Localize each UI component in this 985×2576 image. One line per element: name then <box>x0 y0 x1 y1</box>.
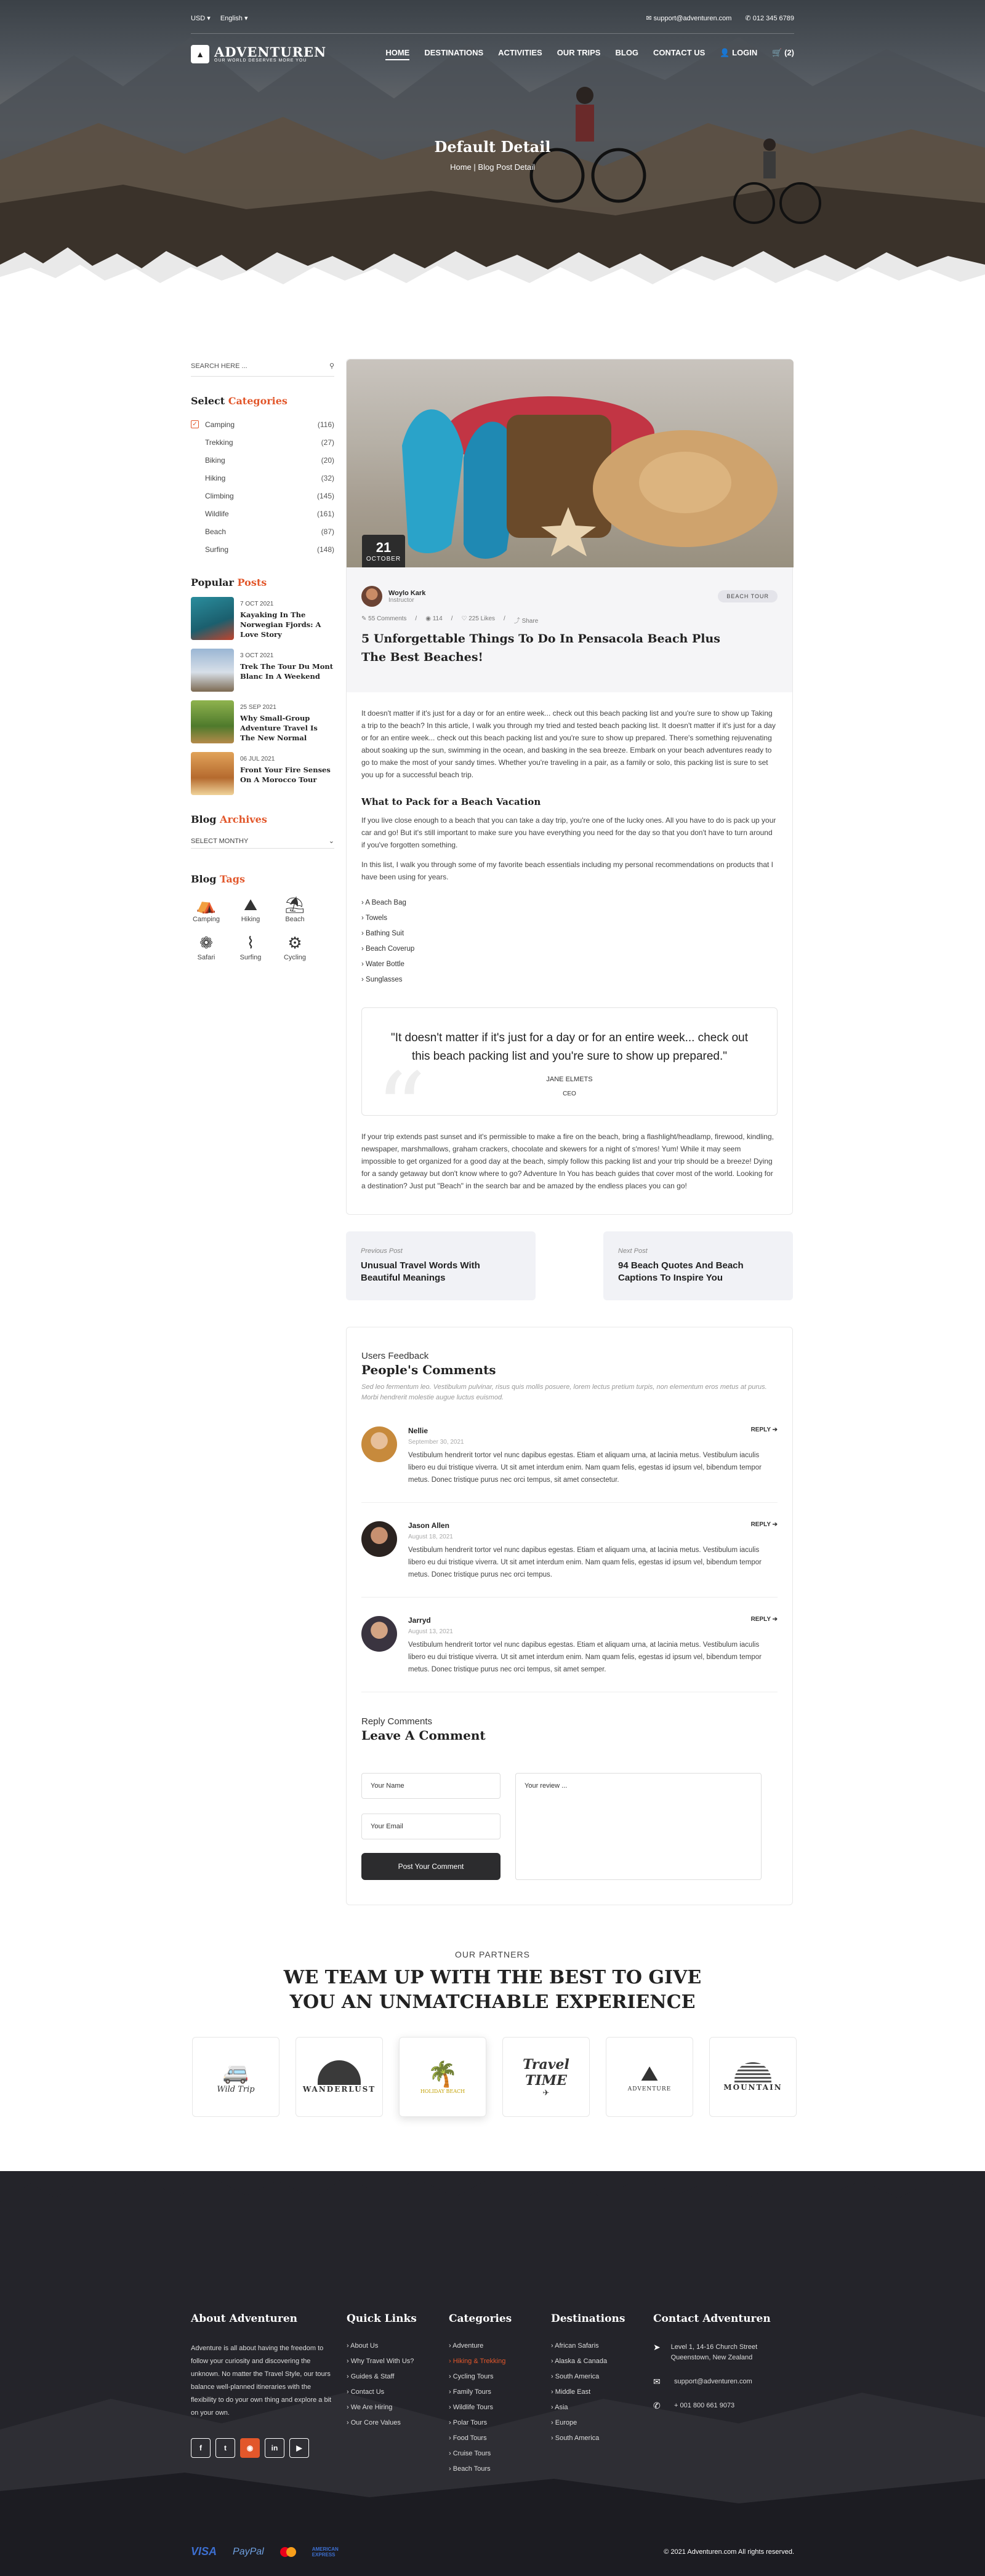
checkbox[interactable] <box>191 474 199 482</box>
partner-logo[interactable]: Travel TIME ✈ <box>502 2037 590 2117</box>
comment-icon: ✎ <box>361 615 367 622</box>
main-navigation <box>191 42 794 66</box>
list-item: › Water Bottle <box>361 958 778 974</box>
logo-tagline: OUR WORLD DESERVES MORE YOU <box>214 58 307 63</box>
paragraph: In this list, I walk you through some of my favorite beach essentials including my personal recommendations on products that I have been using for years. <box>361 860 773 881</box>
comments-section <box>346 1327 793 1905</box>
partner-logo[interactable]: MOUNTAIN <box>709 2037 797 2117</box>
checkbox-checked-icon[interactable]: ✓ <box>191 420 199 428</box>
partners-title: WE TEAM UP WITH THE BEST TO GIVE YOU AN UNMATCHABLE EXPERIENCE <box>283 1967 702 2013</box>
contact-email[interactable]: ✉ support@adventuren.com <box>653 2377 752 2386</box>
tag-safari[interactable]: ❁ Safari <box>191 932 222 961</box>
quote-author: JANE ELMETS <box>546 1076 593 1083</box>
quote-mark-icon: “ <box>376 1051 426 1116</box>
footer-link[interactable]: › Polar Tours <box>449 2419 512 2434</box>
top-bar <box>191 11 794 25</box>
search-input[interactable] <box>191 356 334 377</box>
email-link[interactable]: ✉ support@adventuren.com <box>646 14 732 22</box>
forest-icon <box>318 2060 361 2085</box>
breadcrumb-home[interactable]: Home <box>450 162 472 172</box>
tag-hiking[interactable]: ⛰ Hiking <box>235 894 266 923</box>
views-count: ◉ 114 <box>425 615 443 622</box>
comment-author: Jarryd <box>408 1616 431 1625</box>
comment-author: Jason Allen <box>408 1521 449 1530</box>
bicycle-icon: ⚙ <box>287 934 302 952</box>
nav-activities[interactable]: ACTIVITIES <box>498 48 542 57</box>
mountain-icon: ⛰ <box>244 895 257 914</box>
category-surfing[interactable]: Surfing (148) <box>191 540 334 558</box>
contact-address: ➤ Level 1, 14-16 Church Street Queenstown, New Zealand <box>653 2342 795 2363</box>
category-climbing[interactable]: Climbing (145) <box>191 487 334 505</box>
footer-link[interactable]: › South America <box>551 2434 625 2450</box>
payment-methods <box>191 2545 349 2558</box>
comments-count[interactable]: ✎ 55 Comments <box>361 615 407 622</box>
contact-phone[interactable]: ✆ + 001 800 661 9073 <box>653 2401 735 2410</box>
archives-select[interactable]: SELECT MONTHY ⌄ <box>191 834 334 849</box>
comment-text: Vestibulum hendrerit tortor vel nunc dapibus egestas. Etiam et aliquam urna, at lacinia metus. Vestibulum iaculis libero eu dui tristique viverra. Ut sit amet interdum enim. Nam quam felis, egestas id ipsum vel, bibendum tempor metus. Donec tristique purus nec orci tempus, sit amet semper. <box>408 1641 762 1673</box>
post-thumbnail[interactable] <box>191 752 234 795</box>
copyright: © 2021 Adventuren.com All rights reserved. <box>664 2548 794 2556</box>
nav-home[interactable]: HOME <box>385 48 409 60</box>
footer-link[interactable]: › Cruise Tours <box>449 2450 512 2465</box>
phone-icon: ✆ <box>745 14 751 22</box>
checkbox[interactable] <box>191 545 199 553</box>
article-title: 5 Unforgettable Things To Do In Pensacola Beach Plus The Best Beaches! <box>361 632 720 664</box>
breadcrumb <box>0 162 985 172</box>
avatar <box>361 1616 397 1652</box>
footer-link[interactable]: › Food Tours <box>449 2434 512 2450</box>
popular-post[interactable]: 7 OCT 2021 Kayaking In The Norwegian Fjords: A Love Story <box>191 597 334 649</box>
sidebar <box>191 356 334 961</box>
search-icon[interactable]: ⚲ <box>329 362 334 370</box>
article-card <box>346 359 793 1215</box>
avatar[interactable] <box>361 586 382 607</box>
review-textarea[interactable]: Your review ... <box>515 1773 762 1880</box>
location-arrow-icon: ➤ <box>653 2342 661 2352</box>
category-beach[interactable]: Beach (87) <box>191 522 334 540</box>
partners-section <box>0 1950 985 2098</box>
name-field[interactable]: Your Name <box>361 1773 501 1799</box>
comment <box>361 1598 778 1692</box>
comment-text: Vestibulum hendrerit tortor vel nunc dapibus egestas. Etiam et aliquam urna, at lacinia metus. Vestibulum iaculis libero eu dui tristique viverra. Ut sit amet interdum enim. Nam quam felis, egestas id ipsum vel, bibendum tempor metus. Donec tristique purus nec orci tempus. <box>408 1546 762 1578</box>
list-item: › Towels <box>361 912 778 927</box>
post-thumbnail[interactable] <box>191 649 234 692</box>
form-title: Leave A Comment <box>361 1728 486 1743</box>
reply-button[interactable]: REPLY ➔ <box>750 1616 778 1623</box>
footer-contact-title: Contact Adventuren <box>653 2313 771 2325</box>
popular-post[interactable]: 06 JUL 2021 Front Your Fire Senses On A Morocco Tour <box>191 752 334 804</box>
share-button[interactable]: ⤴ Share <box>513 618 539 625</box>
checkbox[interactable] <box>191 492 199 500</box>
partner-logo[interactable]: ⛰ ADVENTURE <box>606 2037 693 2117</box>
popular-posts-title: Popular Posts <box>191 577 267 588</box>
comment-date: September 30, 2021 <box>408 1439 464 1446</box>
user-icon: 👤 <box>720 48 730 57</box>
footer-link[interactable]: › Europe <box>551 2419 625 2434</box>
visa-logo: VISA <box>191 2545 217 2558</box>
comment-date: August 18, 2021 <box>408 1534 453 1540</box>
footer-torn-divider <box>0 2159 985 2226</box>
article-author <box>361 586 778 607</box>
partner-logos <box>192 2037 797 2117</box>
nav-destinations[interactable]: DESTINATIONS <box>424 48 484 57</box>
footer-link[interactable]: › African Safaris <box>551 2342 625 2358</box>
form-overtitle: Reply Comments <box>361 1716 433 1727</box>
camper-van-icon: 🚐 <box>222 2060 249 2085</box>
tent-icon: ⛺ <box>196 895 217 914</box>
footer-link[interactable]: › Wildlife Tours <box>449 2404 512 2419</box>
footer-about-title: About Adventuren <box>191 2313 298 2325</box>
breadcrumb-separator: | <box>473 162 476 172</box>
category-badge[interactable]: BEACH TOUR <box>718 590 778 602</box>
likes-count[interactable]: ♡ 225 Likes <box>461 615 496 622</box>
footer-link[interactable]: › South America <box>551 2373 625 2388</box>
partner-logo[interactable]: 🚐 Wild Trip <box>192 2037 279 2117</box>
comments-description: Sed leo fermentum leo. Vestibulum pulvinar, risus quis mollis posuere, lorem lectus pretium turpis, non elementum eros metus at purus. Morbi hendrerit molestie augue luctus euismod. <box>361 1383 767 1401</box>
email-field[interactable]: Your Email <box>361 1814 501 1839</box>
quote-role: CEO <box>563 1090 576 1097</box>
footer-contact <box>653 2313 795 2425</box>
footer-quick-title: Quick Links <box>347 2313 417 2325</box>
mastercard-logo <box>280 2547 296 2557</box>
comment-date: August 13, 2021 <box>408 1628 453 1635</box>
footer-categories <box>449 2313 512 2481</box>
footer-link[interactable]: › Why Travel With Us? <box>347 2358 417 2373</box>
about-text: Adventure is all about having the freedom to follow your curiosity and discovering the unknown. No matter the Travel Style, our tours balance well-planned itineraries with the flexibility to do your own thing and explore a bit on your own. <box>191 2345 332 2417</box>
share-icon: ⤴ <box>513 618 520 625</box>
nav-blog[interactable]: BLOG <box>615 48 639 57</box>
currency-select[interactable]: USD ▾ <box>191 14 211 22</box>
footer-link[interactable]: › Alaska & Canada <box>551 2358 625 2373</box>
packing-list <box>361 897 778 989</box>
category-trekking[interactable]: Trekking (27) <box>191 433 334 451</box>
footer <box>0 2171 985 2576</box>
main-content <box>346 359 793 1871</box>
comment <box>361 1408 778 1503</box>
article-meta: ✎ 55 Comments / ◉ 114 / ♡ 225 Likes / ⤴ Share <box>361 615 539 625</box>
checkbox[interactable] <box>191 438 199 446</box>
amex-logo: AMERICAN EXPRESS <box>312 2546 339 2558</box>
rss-icon[interactable]: ◉ <box>240 2438 260 2458</box>
popular-post[interactable]: 25 SEP 2021 Why Small-Group Adventure Travel Is The New Normal <box>191 700 334 752</box>
comment-text: Vestibulum hendrerit tortor vel nunc dapibus egestas. Etiam et aliquam urna, at lacinia metus. Vestibulum iaculis libero eu dui tristique viverra. Ut sit amet interdum enim. Nam quam felis, egestas id ipsum vel, bibendum tempor metus. Donec tristique purus nec orci tempus, sit amet consectetur. <box>408 1452 762 1484</box>
footer-link[interactable]: › Adventure <box>449 2342 512 2358</box>
prev-label: Previous Post <box>361 1247 403 1255</box>
footer-link[interactable]: › Family Tours <box>449 2388 512 2404</box>
nav-contact[interactable]: CONTACT US <box>653 48 706 57</box>
prev-title[interactable]: Unusual Travel Words With Beautiful Meanings <box>361 1260 480 1283</box>
thumbs-up-icon: ♡ <box>461 615 467 622</box>
comment-list <box>361 1408 778 1692</box>
footer-link[interactable]: › Beach Tours <box>449 2465 512 2481</box>
page-title: Default Detail <box>434 138 551 156</box>
category-biking[interactable]: Biking (20) <box>191 451 334 469</box>
tag-cycling[interactable]: ⚙ Cycling <box>279 932 310 961</box>
comment <box>361 1503 778 1598</box>
topbar-divider <box>191 33 794 34</box>
site-logo[interactable] <box>191 45 326 63</box>
nav-our-trips[interactable]: OUR TRIPS <box>557 48 601 57</box>
umbrella-icon: ⛱ <box>284 895 305 914</box>
partners-overtitle: OUR PARTNERS <box>455 1950 530 1959</box>
chevron-down-icon: ⌄ <box>328 838 334 845</box>
logo-icon: ▲ <box>191 45 209 63</box>
footer-bottom <box>191 2545 794 2558</box>
article-featured-image <box>347 359 794 567</box>
mail-icon: ✉ <box>646 14 652 22</box>
tag-surfing[interactable]: ⌇ Surfing <box>235 932 266 961</box>
footer-categories-title: Categories <box>449 2313 512 2325</box>
previous-post-link[interactable] <box>346 1231 536 1300</box>
footer-destinations-title: Destinations <box>551 2313 625 2325</box>
language-select[interactable]: English ▾ <box>220 14 248 22</box>
category-wildlife[interactable]: Wildlife (161) <box>191 505 334 522</box>
paragraph: If you live close enough to a beach that you can take a day trip, you're one of the lucky ones. All you have to do is pack up your car and go! But it's still important to make sure you have everything you need for the day so that you don't have to turn around if you've forgotten something. <box>361 816 776 849</box>
reply-button[interactable]: REPLY ➔ <box>750 1426 778 1433</box>
blockquote <box>361 1007 778 1116</box>
checkbox[interactable] <box>191 510 199 518</box>
list-item: › A Beach Bag <box>361 897 778 912</box>
footer-link[interactable]: › Guides & Staff <box>347 2373 417 2388</box>
list-item: › Sunglasses <box>361 974 778 989</box>
footer-about <box>191 2313 332 2458</box>
list-item: › Bathing Suit <box>361 927 778 943</box>
breadcrumb-current: Blog Post Detail <box>478 162 535 172</box>
comment-form-header <box>361 1716 486 1743</box>
tag-cloud <box>191 894 339 961</box>
hero-banner <box>0 0 985 302</box>
logo-name: ADVENTUREN <box>214 44 327 60</box>
archives-title: Blog Archives <box>191 814 267 825</box>
eye-icon: ◉ <box>425 615 431 622</box>
next-title[interactable]: 94 Beach Quotes And Beach Captions To Inspire You <box>618 1260 744 1283</box>
youtube-icon[interactable]: ▶ <box>289 2438 309 2458</box>
linkedin-icon[interactable]: in <box>265 2438 284 2458</box>
mountain-icon: ⛰ <box>640 2062 659 2086</box>
footer-link[interactable]: › Cycling Tours <box>449 2373 512 2388</box>
comment-author: Nellie <box>408 1426 428 1435</box>
comments-title: People's Comments <box>361 1362 496 1377</box>
section-heading: What to Pack for a Beach Vacation <box>361 796 541 807</box>
login-button[interactable]: 👤 LOGIN <box>720 48 758 57</box>
facebook-icon[interactable]: f <box>191 2438 211 2458</box>
category-hiking[interactable]: Hiking (32) <box>191 469 334 487</box>
footer-link[interactable]: › About Us <box>347 2342 417 2358</box>
comments-overtitle: Users Feedback <box>361 1351 429 1361</box>
palm-tree-icon: 🌴 <box>427 2060 458 2089</box>
post-thumbnail[interactable] <box>191 597 234 640</box>
popular-post[interactable]: 3 OCT 2021 Trek The Tour Du Mont Blanc In A Weekend <box>191 649 334 700</box>
paypal-logo: PayPal <box>233 2546 264 2557</box>
footer-link[interactable]: › Middle East <box>551 2388 625 2404</box>
paragraph: If your trip extends past sunset and it's permissible to make a fire on the beach, bring a flashlight/headlamp, firewood, kindling, newspaper, marshmallows, graham crackers, chocolate and skewers for a night of s'mores! Yum! While it may seem impossible to get organized for a good day at the beach, simply follow this packing list and your trip should be a breeze! Dying for a sandy getaway but don't know where to go? Adventure In You has beach guides that cover most of the world. Looking for a destination? Just put "Beach" in the search bar and be amazed by the endless places you can go! <box>361 1132 774 1190</box>
article-body <box>347 692 792 1214</box>
post-comment-button[interactable]: Post Your Comment <box>361 1853 501 1880</box>
footer-destinations <box>551 2313 625 2450</box>
categories-title: Select Categories <box>191 395 287 407</box>
partner-logo[interactable]: WANDERLUST <box>296 2037 383 2117</box>
list-item: › Beach Coverup <box>361 943 778 958</box>
mail-icon: ✉ <box>653 2377 661 2386</box>
footer-link-active[interactable]: › Hiking & Trekking <box>449 2358 512 2373</box>
tags-title: Blog Tags <box>191 873 245 885</box>
category-list <box>191 415 334 558</box>
category-camping[interactable]: ✓ Camping (116) <box>191 415 334 433</box>
mountain-sun-icon <box>734 2062 771 2083</box>
cart-button[interactable]: 🛒 (2) <box>772 48 794 57</box>
quote-text: "It doesn't matter if it's just for a day or for an entire week... check out this beach packing list and you're sure to show up prepared." <box>390 1031 749 1063</box>
airplane-icon: ✈ <box>542 2088 550 2098</box>
checkbox[interactable] <box>191 456 199 464</box>
cart-icon: 🛒 <box>772 48 782 57</box>
search-placeholder: SEARCH HERE ... <box>191 362 247 370</box>
footer-link[interactable]: › Contact Us <box>347 2388 417 2404</box>
date-badge: 21 OCTOBER <box>362 535 405 567</box>
lion-icon: ❁ <box>199 934 213 952</box>
post-thumbnail[interactable] <box>191 700 234 743</box>
phone-icon: ✆ <box>653 2401 661 2410</box>
author-role: Instructor <box>388 596 414 604</box>
avatar <box>361 1521 397 1557</box>
author-name[interactable]: Woylo Kark <box>388 589 426 597</box>
twitter-icon[interactable]: t <box>215 2438 235 2458</box>
footer-link[interactable]: › Our Core Values <box>347 2419 417 2434</box>
surfboard-icon: ⌇ <box>246 934 255 952</box>
next-label: Next Post <box>618 1247 648 1255</box>
paragraph: It doesn't matter if it's just for a day or for an entire week... check out this beach packing list and you're sure to show up Taking a trip to the beach? In this article, I walk you through my tried and tested beach packing list. It doesn't matter if it's just for a day or for an entire week... check out this beach packing list and you're sure to show up prepared. There's something rejuvenating about soaking up the sun, swimming in the ocean, and basking in the sea breeze. Embark on your beach adventures ready to go to make the most of your sandy times. Whether you're traveling in a pair, as a family or solo, this packing list is sure to set you up for a successful beach trip. <box>361 709 776 779</box>
next-post-link[interactable] <box>603 1231 793 1300</box>
torn-paper-divider <box>0 240 985 302</box>
social-links <box>191 2438 332 2458</box>
tag-beach[interactable]: ⛱ Beach <box>279 894 310 923</box>
partner-logo[interactable]: 🌴 HOLIDAY BEACH <box>399 2037 486 2117</box>
footer-link[interactable]: › We Are Hiring <box>347 2404 417 2419</box>
phone-link[interactable]: ✆ 012 345 6789 <box>745 14 794 22</box>
avatar <box>361 1426 397 1462</box>
checkbox[interactable] <box>191 527 199 535</box>
footer-link[interactable]: › Asia <box>551 2404 625 2419</box>
article-header <box>347 567 792 692</box>
footer-quick-links <box>347 2313 417 2434</box>
reply-button[interactable]: REPLY ➔ <box>750 1521 778 1528</box>
tag-camping[interactable]: ⛺ Camping <box>191 894 222 923</box>
